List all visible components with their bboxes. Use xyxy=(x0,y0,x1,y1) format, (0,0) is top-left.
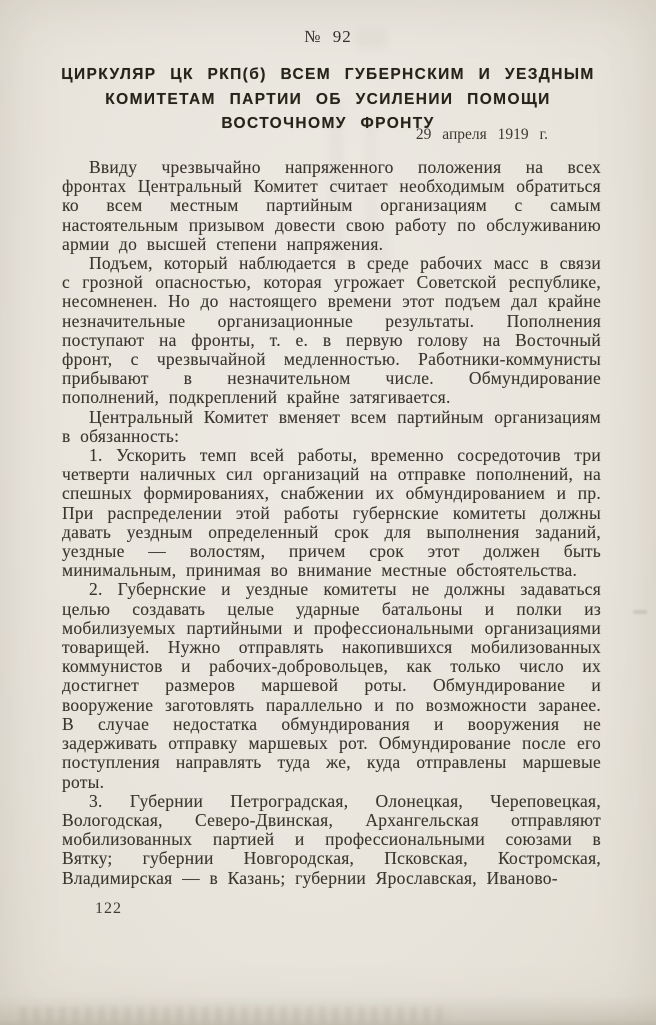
body-paragraph: 2. Губернские и уездные комитеты не должны задаваться целью создавать целые ударные батальоны и полки из мобилизуемых партийными и профессиональными организациями товарищей. Нужно отправлять накопившихся мобилизованных коммунистов и рабочих-добровольцев, как только число их достигнет размеров маршевой роты. Обмундирование и вооружение заготовлять параллельно и по возможности заранее. В случае недостатка обмундирования и вооружения не задерживать отправку маршевых рот. Обмундирование после его поступления направлять туда же, куда отправлены маршевые роты. xyxy=(62,579,601,792)
body-paragraph: 3. Губернии Петроградская, Олонецкая, Череповецкая, Вологодская, Северо-Двинская, Архангельская отправляют мобилизованных партией и профессиональными союзами в Вятку; губернии Новгородская, Псковская, Костромская, Владимирская — в Казань; губернии Ярославская, Иваново- xyxy=(62,790,601,888)
document-title-line-2: КОМИТЕТАМ ПАРТИИ ОБ УСИЛЕНИИ ПОМОЩИ xyxy=(105,90,551,108)
document-number: № 92 xyxy=(304,27,352,46)
body-paragraph: Ввиду чрезвычайно напряженного положения на всех фронтах Центральный Комитет считает необходимым обратиться ко всем местным партийным организациям с самым настоятельным призывом довести свою работу по обслуживанию армии до высшей степени напряжения. xyxy=(62,157,601,254)
body-paragraph: Центральный Комитет вменяет всем партийным организациям в обязанность: xyxy=(62,406,601,446)
document-title-line-1: ЦИРКУЛЯР ЦК РКП(б) ВСЕМ ГУБЕРНСКИМ И УЕЗДНЫМ xyxy=(61,66,595,83)
body-paragraph: 1. Ускорить темп всей работы, временно сосредоточив три четверти наличных сил организаций на отправке пополнений, на спешных формированиях, снабжении их обмундированием и пр. При распределении этой работы губернские комитеты должны давать уездным определенный срок для выполнения заданий, уездные — волостям, причем срок этот должен быть минимальным, принимая во внимание местные обстоятельства. xyxy=(62,445,601,581)
document-body xyxy=(62,158,601,888)
page-edge-shadow xyxy=(0,995,656,1025)
bleed-through-mark xyxy=(20,1007,450,1023)
document-date: 29 апреля 1919 г. xyxy=(415,126,548,143)
bleed-through-mark xyxy=(633,610,647,614)
page-number: 122 xyxy=(95,900,122,917)
body-paragraph: Подъем, который наблюдается в среде рабочих масс в связи с грозной опасностью, которая угрожает Советской республике, несомненен. Но до настоящего времени этот подъем дал крайне незначительные организационные результаты. Пополнения поступают на фронты, т. е. в первую голову на Восточный фронт, с чрезвычайной медленностью. Работники-коммунисты прибывают в незначительном числе. Обмундирование пополнений, подкреплений крайне затягивается. xyxy=(62,253,601,408)
document-title-line-3: ВОСТОЧНОМУ ФРОНТУ xyxy=(221,115,435,132)
